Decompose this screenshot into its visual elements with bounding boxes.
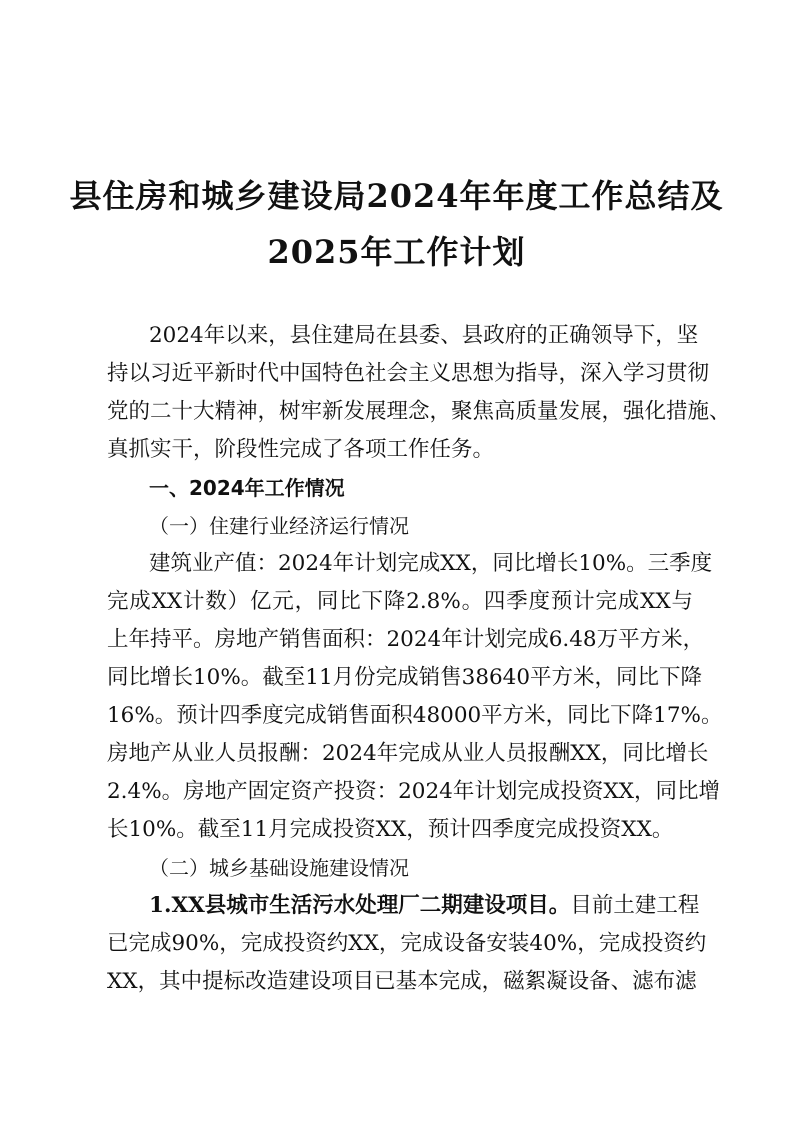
- paragraph-line: 已完成90%，完成投资约XX，完成设备安装40%，完成投资约: [107, 931, 707, 956]
- subsection-heading-2: （二）城乡基础设施建设情况: [149, 856, 409, 880]
- section-heading-1: 一、2024年工作情况: [149, 476, 345, 500]
- item-1-text: 目前土建工程: [570, 893, 700, 918]
- subsection-heading-1: （一）住建行业经济运行情况: [149, 514, 409, 538]
- paragraph-line: 完成XX计数）亿元，同比下降2.8%。四季度预计完成XX与: [107, 589, 693, 614]
- paragraph-line: 房地产从业人员报酬：2024年完成从业人员报酬XX，同比增长: [107, 741, 709, 766]
- intro-line-4: 真抓实干，阶段性完成了各项工作任务。: [107, 437, 495, 462]
- paragraph-line: 上年持平。房地产销售面积：2024年计划完成6.48万平方米，: [107, 627, 705, 652]
- paragraph-line: 同比增长10%。截至11月份完成销售38640平方米，同比下降: [107, 665, 703, 690]
- paragraph-line: 建筑业产值：2024年计划完成XX，同比增长10%。三季度: [149, 551, 713, 576]
- intro-line-3: 党的二十大精神，树牢新发展理念，聚焦高质量发展，强化措施、: [107, 399, 731, 424]
- paragraph-line: 长10%。截至11月完成投资XX，预计四季度完成投资XX。: [107, 817, 674, 842]
- intro-line-1: 2024年以来，县住建局在县委、县政府的正确领导下，坚: [149, 323, 699, 348]
- document-title-line-2: 2025年工作计划: [267, 233, 526, 271]
- paragraph-line: 2.4%。房地产固定资产投资：2024年计划完成投资XX，同比增: [107, 779, 720, 804]
- intro-line-2: 持以习近平新时代中国特色社会主义思想为指导，深入学习贯彻: [107, 361, 710, 386]
- paragraph-line: [149, 888, 700, 924]
- document-title-line-1: 县住房和城乡建设局2024年年度工作总结及: [69, 177, 724, 215]
- paragraph-line: 16%。预计四季度完成销售面积48000平方米，同比下降17%。: [107, 703, 723, 728]
- paragraph-line: XX，其中提标改造建设项目已基本完成，磁絮凝设备、滤布滤: [107, 969, 697, 994]
- item-1-title: 1.XX县城市生活污水处理厂二期建设项目。: [149, 893, 571, 918]
